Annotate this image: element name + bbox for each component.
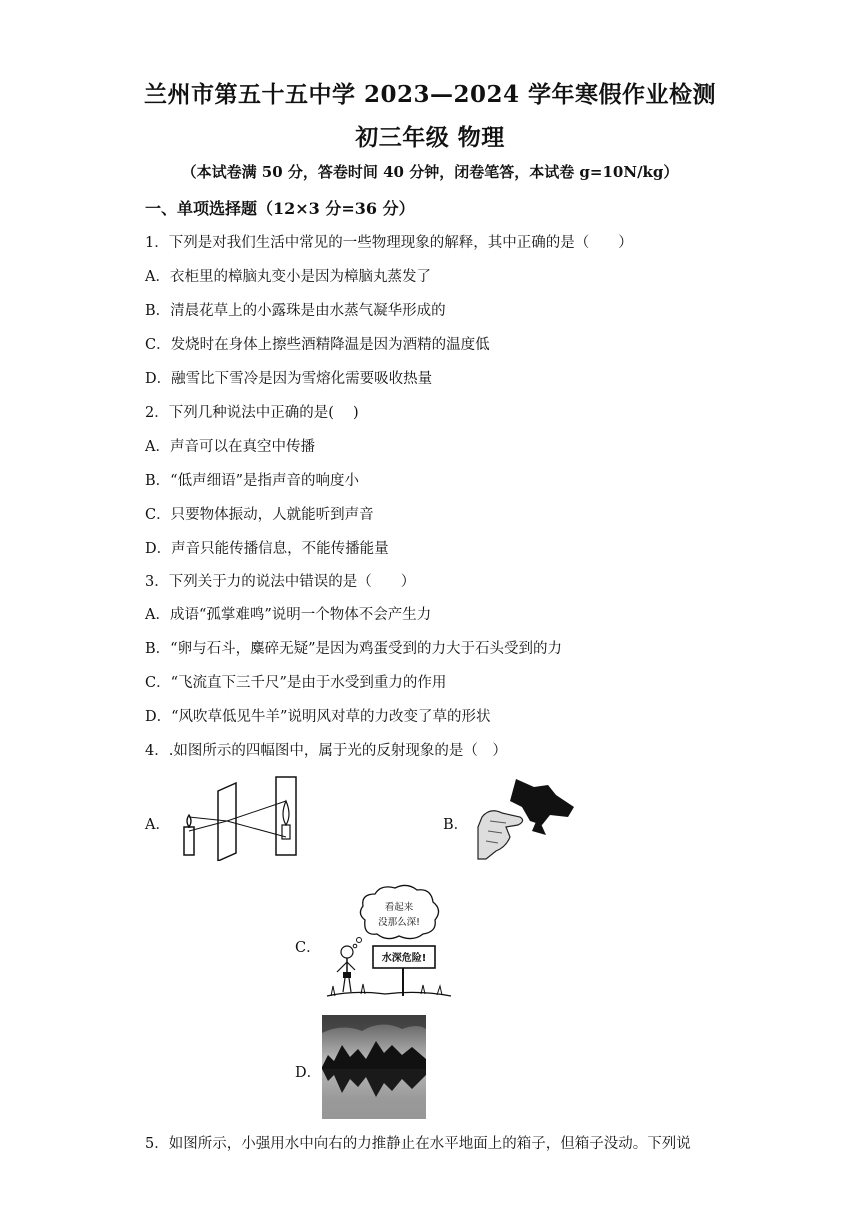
question-2-option-c: C．只要物体振动，人就能听到声音 — [145, 507, 374, 523]
question-5-stem: 5．如图所示，小强用水中向右的力推静止在水平地面上的箱子，但箱子没动。下列说 — [145, 1136, 691, 1152]
question-2-stem: 2．下列几种说法中正确的是( ) — [145, 405, 359, 421]
question-1-stem: 1．下列是对我们生活中常见的一些物理现象的解释，其中正确的是（ ） — [145, 235, 633, 251]
pool-depth-figure — [325, 882, 453, 1000]
exam-note: （本试卷满 50 分，答卷时间 40 分钟，闭卷笔答，本试卷 g=10N/kg） — [181, 163, 679, 181]
thought-text-2: 没那么深! — [378, 917, 420, 928]
question-1-option-d: D．融雪比下雪冷是因为雪熔化需要吸收热量 — [145, 371, 433, 387]
question-1-option-a: A．衣柜里的樟脑丸变小是因为樟脑丸蒸发了 — [145, 269, 431, 285]
warning-sign-text: 水深危险! — [381, 953, 427, 964]
question-4-stem: 4．.如图所示的四幅图中，属于光的反射现象的是（ ） — [145, 743, 507, 759]
question-2-option-a: A．声音可以在真空中传播 — [145, 439, 315, 455]
figure-b-label: B． — [443, 817, 469, 833]
question-1-option-c: C．发烧时在身体上擦些酒精降温是因为酒精的温度低 — [145, 337, 490, 353]
figure-c-label: C． — [295, 940, 321, 956]
question-3-option-b: B．“卵与石斗，麋碎无疑”是因为鸡蛋受到的力大于石头受到的力 — [145, 641, 562, 657]
question-3-option-d: D．“风吹草低见牛羊”说明风对草的力改变了草的形状 — [145, 709, 491, 725]
question-3-option-c: C．“飞流直下三千尺”是由于水受到重力的作用 — [145, 675, 447, 691]
question-2-option-b: B．“低声细语”是指声音的响度小 — [145, 473, 359, 489]
section-title: 一、单项选择题（12×3 分=36 分） — [145, 199, 415, 218]
mountain-reflection-figure — [322, 1015, 426, 1119]
exam-title: 兰州市第五十五中学 2023—2024 学年寒假作业检测 — [143, 81, 717, 108]
figure-a-label: A． — [145, 817, 170, 833]
hand-shadow-figure — [476, 777, 578, 861]
question-1-option-b: B．清晨花草上的小露珠是由水蒸气凝华形成的 — [145, 303, 446, 319]
question-3-option-a: A．成语“孤掌难鸣”说明一个物体不会产生力 — [145, 607, 432, 623]
thought-text-1: 看起来 — [384, 902, 414, 913]
figure-d-label: D． — [295, 1065, 322, 1081]
pinhole-camera-figure — [178, 775, 308, 861]
question-3-stem: 3．下列关于力的说法中错误的是（ ） — [145, 574, 416, 590]
question-2-option-d: D．声音只能传播信息，不能传播能量 — [145, 541, 389, 557]
exam-subtitle: 初三年级 物理 — [355, 124, 505, 151]
